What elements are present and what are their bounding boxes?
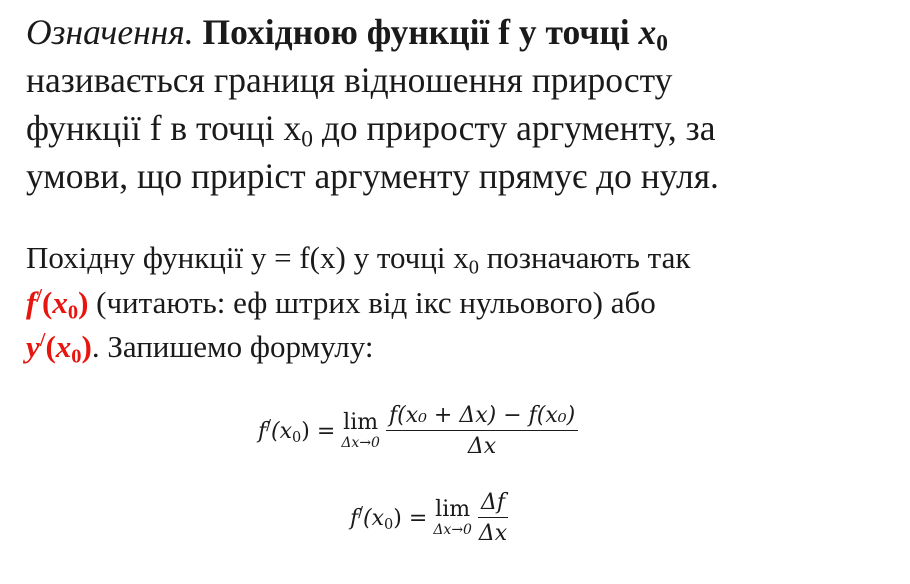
f-prime-notation: $f^/(x_0)$ [26,284,89,324]
definition-line-3-sub: 0 [301,126,313,153]
definition-line-3b: до приросту аргументу, за [312,108,716,148]
formula1-sub: 0 [292,429,302,446]
formula1-arg: (x [271,418,293,444]
x0-sub: 0 [656,30,668,57]
prime-mark-y: / [39,328,46,351]
notation-reading: (читають: еф штрих від ікс нульового) або [88,284,656,320]
notation-line-2 [26,281,896,326]
formula1-denominator: Δx [467,434,497,459]
formula1-close: ) = [301,418,336,444]
formula2-lim-sub: Δx→0 [433,522,472,538]
formula2-lhs [350,506,427,531]
formula2-numerator: Δf [478,490,508,518]
notation-sub: 0 [468,256,479,279]
derivative-formula-short [350,490,508,546]
derivative-formula-full [258,403,578,459]
notation-line-3 [26,325,896,370]
formula2-lim-word: lim [435,497,471,522]
formula2-prime: / [358,504,364,521]
formula1-f: f [258,418,267,444]
formula2-close: ) = [393,505,428,531]
formula2-f: f [350,505,359,531]
formula1-numerator: f(x₀ + Δx) − f(x₀) [386,403,578,431]
definition-line-2: називається границя відношення приросту [26,60,673,100]
definition-line-3a: функції f в точці x [26,108,302,148]
notation-paragraph [26,236,896,370]
formula2-fraction [478,490,508,546]
formula2-limit [433,499,472,537]
formula1-lhs [258,419,335,444]
arg-var: x [52,284,68,320]
f-symbol: f [26,284,37,320]
arg-sub: 0 [67,301,79,324]
arg-sub-y: 0 [71,345,82,368]
definition-subject [202,12,668,57]
formula1-lim-sub: Δx→0 [341,435,380,451]
definition-line-1 [26,8,896,56]
arg-var-y: x [55,329,72,364]
formula2-denominator: Δx [478,521,508,546]
notation-text-a: Похідну функції y = f(x) у точці x [26,240,469,275]
definition-subject-text: Похідною функції f у точці [202,12,630,52]
definition-term: Означення. [26,12,194,52]
definition-paragraph [26,8,896,200]
definition-line-3 [26,104,896,152]
formula1-lim-word: lim [343,410,379,435]
formula1-fraction [386,403,578,459]
y-prime-notation: $y^/(x_0)$ [26,328,92,368]
notation-text-b: позначають так [478,240,691,275]
formula1-prime: / [266,417,272,434]
formula2-sub: 0 [384,516,394,533]
notation-line-1 [26,236,896,281]
formula2-arg: (x [363,505,385,531]
notation-tail: . Запишемо формулу: [91,329,374,364]
y-symbol: y [26,329,40,364]
definition-line-4: умови, що приріст аргументу прямує до нуля. [26,156,719,196]
formula1-limit [341,412,380,450]
prime-mark: / [36,284,43,307]
x0-var: x [638,12,657,52]
